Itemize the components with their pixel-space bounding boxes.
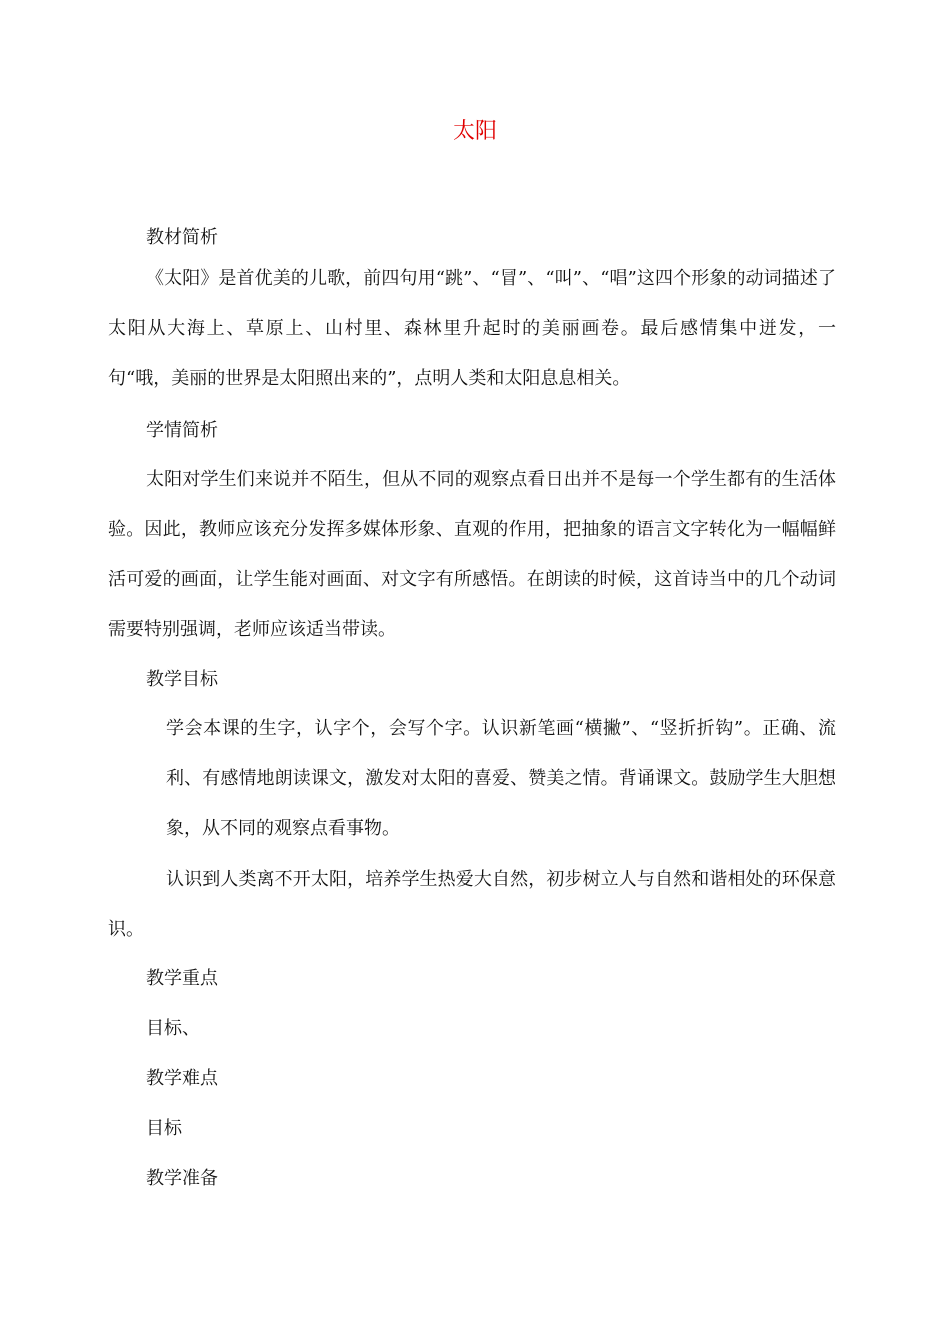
goal-item-2: 认识到人类离不开太阳，培养学生热爱大自然，初步树立人与自然和谐相处的环保意识。 xyxy=(108,869,836,940)
goal-item-1: 学会本课的生字，认字个，会写个字。认识新笔画“横撇”、“竖折折钩”。正确、流利、有感情地朗读课文，激发对太阳的喜爱、赞美之情。背诵课文。鼓励学生大胆想象，从不同的观察点看事物。 xyxy=(166,718,836,839)
key-points-body: 目标、 xyxy=(146,1018,200,1039)
student-analysis-paragraph: 太阳对学生们来说并不陌生，但从不同的观察点看日出并不是每一个学生都有的生活体验。因此，教师应该充分发挥多媒体形象、直观的作用，把抽象的语言文字转化为一幅幅鲜活可爱的画面，让学生能对画面、对文字有所感悟。在朗读的时候，这首诗当中的几个动词需要特别强调，老师应该适当带读。 xyxy=(108,469,836,640)
section-heading-difficulties: 教学难点 xyxy=(146,1068,218,1089)
material-analysis-paragraph: 《太阳》是首优美的儿歌，前四句用“跳”、“冒”、“叫”、“唱”这四个形象的动词描述了太阳从大海上、草原上、山村里、森林里升起时的美丽画卷。最后感情集中迸发，一句“哦，美丽的世界是太阳照出来的”，点明人类和太阳息息相关。 xyxy=(108,268,836,389)
section-heading-preparation: 教学准备 xyxy=(146,1168,218,1189)
document-title: 太阳 xyxy=(452,119,497,144)
section-heading-material: 教材简析 xyxy=(146,227,218,248)
section-heading-goals: 教学目标 xyxy=(146,669,218,690)
section-heading-students: 学情简析 xyxy=(146,420,218,441)
difficulties-body: 目标 xyxy=(146,1118,182,1139)
section-heading-key-points: 教学重点 xyxy=(146,968,218,989)
